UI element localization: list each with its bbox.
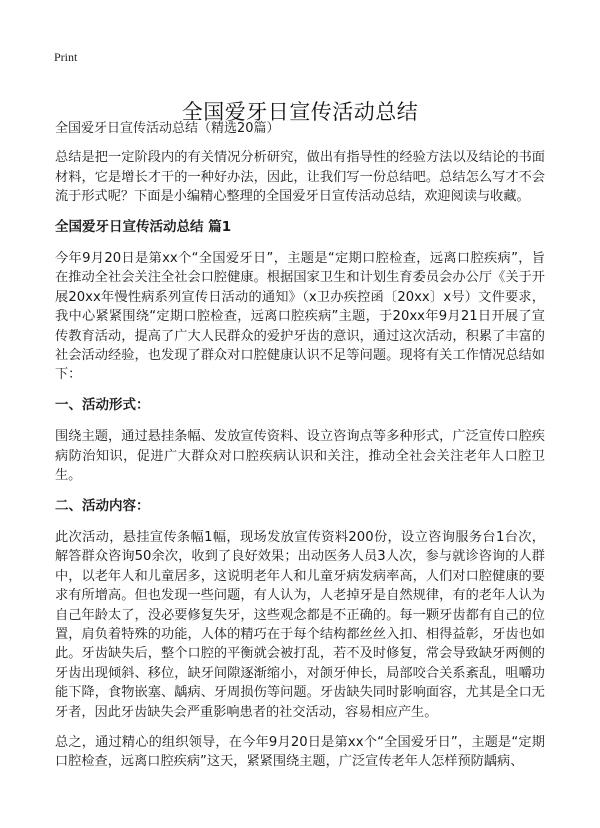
section-heading-activity-content: 二、活动内容： xyxy=(55,497,150,514)
section-body-activity-content: 此次活动，悬挂宣传条幅1幅，现场发放宣传资料200份，设立咨询服务台1台次，解答群众咨询50余次，收到了良好效果；出动医务人员3人次，参与就诊咨询的人群中，以老年人和儿童居多，这说明老年人和儿童牙病发病率高，人们对口腔健康的要求有所增高。但也发现一些问题，有人认为，人老掉牙是自然规律，有的老年人认为自己年龄太了，没必要修复失牙，这些观念都是不正确的。每一颗牙齿都有自己的位置，肩负着特殊的功能，人体的精巧在于每个结构都丝丝入扣、相得益彰，牙齿也如此。牙齿缺失后，整个口腔的平衡就会被打乱，若不及时修复，常会导致缺牙两侧的牙齿出现倾斜、移位，缺牙间隙逐渐缩小，对颌牙伸长，局部咬合关系紊乱，咀嚼功能下降，食物嵌塞、龋病、牙周损伤等问题。牙齿缺失同时影响面容，尤其是全口无牙者，因此牙齿缺失会严重影响患者的社交活动，容易相应产生。 xyxy=(55,529,545,720)
section-heading-activity-form: 一、活动形式： xyxy=(55,396,150,413)
intro-paragraph: 总结是把一定阶段内的有关情况分析研究，做出有指导性的经验方法以及结论的书面材料，它是增长才干的一种好办法，因此，让我们写一份总结吧。总结怎么写才不会流于形式呢？下面是小编精心整理的全国爱牙日宣传活动总结，欢迎阅读与收藏。 xyxy=(55,150,545,205)
document-title: 全国爱牙日宣传活动总结 xyxy=(181,100,419,125)
section-body-activity-form: 围绕主题，通过悬挂条幅、发放宣传资料、设立咨询点等多种形式，广泛宣传口腔疾病防治知识，促进广大群众对口腔疾病认识和关注，推动全社会关注老年人口腔卫生。 xyxy=(55,429,545,484)
print-label: Print xyxy=(54,50,78,64)
article-heading: 全国爱牙日宣传活动总结 篇1 xyxy=(55,218,232,235)
article-intro-paragraph: 今年9月20日是第xx个“全国爱牙日”，主题是“定期口腔检查，远离口腔疾病”，旨在推动全社会关注全社会口腔健康。根据国家卫生和计划生育委员会办公厅《关于开展20xx年慢性病系列宣传日活动的通知》（x卫办疾控函〔20xx〕x号）文件要求，我中心紧紧围绕“定期口腔检查，远离口腔疾病”主题，于20xx年9月21日开展了宣传教育活动，提高了广大人民群众的爱护牙齿的意识，通过这次活动，积累了丰富的社会活动经验，也发现了群众对口腔健康认识不足等问题。现将有关工作情况总结如下： xyxy=(55,251,545,383)
conclusion-paragraph: 总之，通过精心的组织领导，在今年9月20日是第xx个“全国爱牙日”，主题是“定期口腔检查，远离口腔疾病”这天，紧紧围绕主题，广泛宣传老年人怎样预防龋病、 xyxy=(55,734,545,770)
document-body xyxy=(55,119,545,783)
document-subtitle: 全国爱牙日宣传活动总结（精选20篇） xyxy=(55,121,280,136)
